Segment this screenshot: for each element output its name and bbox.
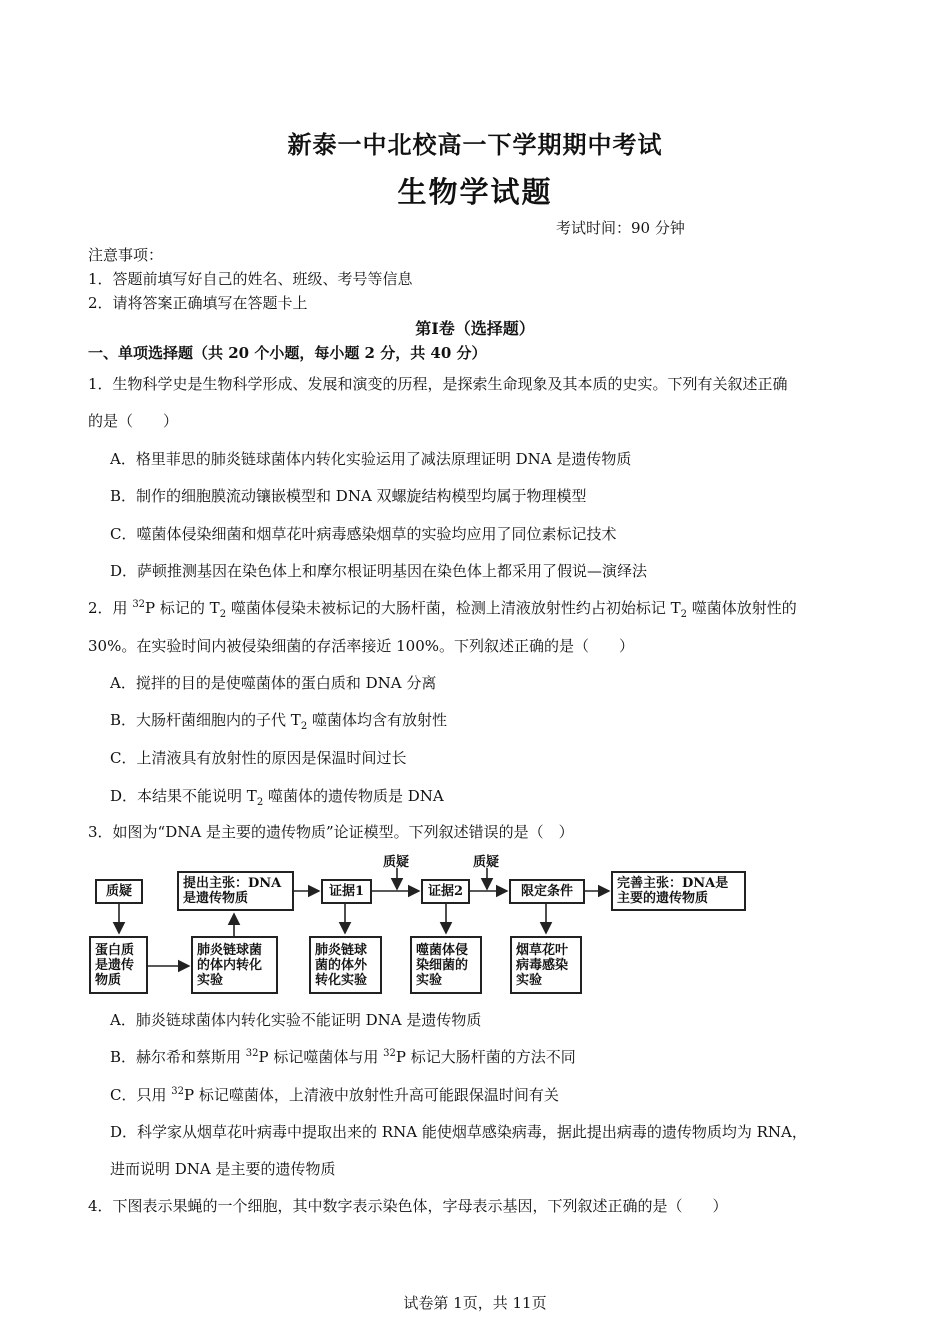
- q4-stem: 4．下图表示果蝇的一个细胞，其中数字表示染色体，字母表示基因，下列叙述正确的是（ ）: [88, 1197, 728, 1215]
- school-title: 新泰一中北校高一下学期期中考试: [287, 130, 663, 159]
- q2-option-d: D．本结果不能说明 $T_2$ 噬菌体的遗传物质是 DNA: [110, 787, 444, 808]
- box-evidence-2: 证据2: [421, 879, 470, 904]
- q1-option-d: D．萨顿推测基因在染色体上和摩尔根证明基因在染色体上都采用了假说—演绎法: [110, 562, 648, 580]
- q1-option-c: C．噬菌体侵染细菌和烟草花叶病毒感染烟草的实验均应用了同位素标记技术: [110, 525, 617, 543]
- page-footer: 试卷第 1页，共 11页: [403, 1294, 547, 1312]
- box-evidence-1: 证据1: [321, 879, 372, 904]
- box-invivo-experiment: 肺炎链球菌的体内转化实验: [191, 936, 278, 994]
- box-refined-claim: 完善主张：DNA是主要的遗传物质: [611, 871, 746, 911]
- exam-time: 考试时间：90 分钟: [556, 219, 685, 237]
- q2-option-c: C．上清液具有放射性的原因是保温时间过长: [110, 749, 407, 767]
- box-tmv-experiment: 烟草花叶病毒感染实验: [510, 936, 582, 994]
- q3-option-b: B．赫尔希和蔡斯用 $^{32}$P 标记噬菌体与用 $^{32}$P 标记大肠杆菌的方法不同: [110, 1048, 576, 1066]
- part-one-heading: 一、单项选择题（共 20 个小题，每小题 2 分，共 40 分）: [88, 344, 487, 362]
- box-invitro-experiment: 肺炎链球菌的体外转化实验: [309, 936, 382, 994]
- q3-option-c: C．只用 $^{32}$P 标记噬菌体，上清液中放射性升高可能跟保温时间有关: [110, 1086, 559, 1104]
- doubt-label-1: 质疑: [383, 855, 410, 870]
- q3-stem: 3．如图为“DNA 是主要的遗传物质”论证模型。下列叙述错误的是（ ）: [88, 823, 574, 841]
- q3-option-a: A．肺炎链球菌体内转化实验不能证明 DNA 是遗传物质: [110, 1011, 482, 1029]
- subject-title: 生物学试题: [397, 175, 553, 209]
- q3-option-d-line1: D．科学家从烟草花叶病毒中提取出来的 RNA 能使烟草感染病毒，据此提出病毒的遗传物质均为 RNA，: [110, 1123, 807, 1141]
- box-limiting-conditions: 限定条件: [509, 879, 585, 904]
- box-claim: 提出主张：DNA是遗传物质: [177, 871, 294, 911]
- q2-stem-line1: 2．用 $^{32}$P 标记的 $T_2$ 噬菌体侵染未被标记的大肠杆菌，检测上清液放射性约占初始标记 $T_2$ 噬菌体放射性的: [88, 599, 797, 620]
- q3-option-d-line2: 进而说明 DNA 是主要的遗传物质: [110, 1160, 336, 1178]
- q1-option-a: A．格里菲思的肺炎链球菌体内转化实验运用了减法原理证明 DNA 是遗传物质: [110, 450, 632, 468]
- box-protein-hypothesis: 蛋白质是遗传物质: [89, 936, 148, 994]
- box-phage-experiment: 噬菌体侵染细菌的实验: [410, 936, 482, 994]
- section-title: 第Ⅰ卷（选择题）: [415, 319, 535, 338]
- doubt-label-2: 质疑: [473, 855, 500, 870]
- notice-heading: 注意事项：: [88, 246, 164, 264]
- q1-stem-line2: 的是（ ）: [88, 412, 179, 430]
- q2-stem-line2: 30%。在实验时间内被侵染细菌的存活率接近 100%。下列叙述正确的是（ ）: [88, 637, 634, 655]
- q2-option-b: B．大肠杆菌细胞内的子代 $T_2$ 噬菌体均含有放射性: [110, 711, 447, 732]
- q1-option-b: B．制作的细胞膜流动镶嵌模型和 DNA 双螺旋结构模型均属于物理模型: [110, 487, 587, 505]
- q1-stem-line1: 1．生物科学史是生物科学形成、发展和演变的历程，是探索生命现象及其本质的史实。下列有关叙述正确: [88, 375, 788, 393]
- notice-item-2: 2．请将答案正确填写在答题卡上: [88, 294, 308, 312]
- box-doubt: 质疑: [95, 879, 143, 904]
- notice-item-1: 1．答题前填写好自己的姓名、班级、考号等信息: [88, 270, 413, 288]
- q2-option-a: A．搅拌的目的是使噬菌体的蛋白质和 DNA 分离: [110, 674, 437, 692]
